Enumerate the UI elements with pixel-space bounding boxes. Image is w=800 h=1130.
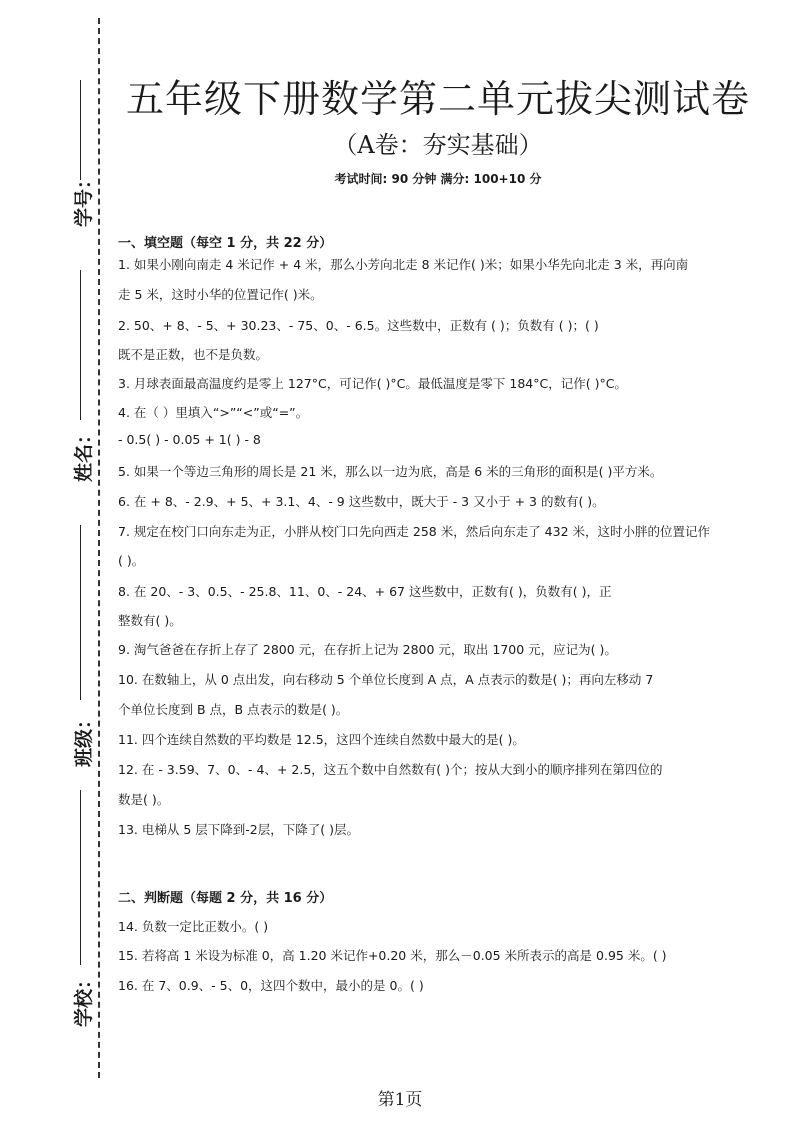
question-line: 数是( )。 xyxy=(118,792,170,807)
question-line: 7. 规定在校门口向东走为正，小胖从校门口先向西走 258 米，然后向东走了 432 米，这时小胖的位置记作 xyxy=(118,524,711,539)
question-line: 14. 负数一定比正数小。( ) xyxy=(118,919,269,934)
question-line: 8. 在 20、- 3、0.5、- 25.8、11、0、- 24、+ 67 这些数中，正数有( )，负数有( )，正 xyxy=(118,584,612,599)
question-line: ( )。 xyxy=(118,553,145,568)
question-line: 3. 月球表面最高温度约是零上 127°C，可记作( )°C。最低温度是零下 184°C，记作( )°C。 xyxy=(118,376,627,391)
name-label: 姓名： xyxy=(73,424,96,483)
question-line: 4. 在（ ）里填入“>”“<”或“=”。 xyxy=(118,405,309,420)
question-line: 6. 在 + 8、- 2.9、+ 5、+ 3.1、4、- 9 这些数中，既大于 - 3 又小于 + 3 的数有( )。 xyxy=(118,494,605,509)
question-line: 13. 电梯从 5 层下降到-2层，下降了( )层。 xyxy=(118,822,359,837)
page-title: 五年级下册数学第二单元拔尖测试卷 xyxy=(125,77,750,121)
question-line: 走 5 米，这时小华的位置记作( )米。 xyxy=(118,287,323,302)
question-line: - 0.5( ) - 0.05 + 1( ) - 8 xyxy=(118,432,261,447)
question-line: 个单位长度到 B 点，B 点表示的数是( )。 xyxy=(118,702,349,717)
student-id-line xyxy=(80,80,81,180)
class-line xyxy=(80,525,81,700)
name-line xyxy=(80,270,81,420)
page-number: 第1页 xyxy=(377,1090,423,1110)
section-fill-blank-title: 一、填空题（每空 1 分，共 22 分） xyxy=(118,236,333,251)
exam-info: 考试时间: 90 分钟 满分: 100+10 分 xyxy=(334,172,542,186)
class-label: 班级： xyxy=(73,709,96,768)
school-label: 学校： xyxy=(73,969,96,1028)
question-line: 10. 在数轴上，从 0 点出发，向右移动 5 个单位长度到 A 点，A 点表示的数是( )；再向左移动 7 xyxy=(118,672,654,687)
student-id-label: 学号： xyxy=(73,169,96,228)
school-line xyxy=(80,790,81,965)
question-line: 整数有( )。 xyxy=(118,613,182,628)
question-line: 12. 在 - 3.59、7、0、- 4、+ 2.5，这五个数中自然数有( )个；按从大到小的顺序排列在第四位的 xyxy=(118,762,663,777)
question-line: 2. 50、+ 8、- 5、+ 30.23、- 75、0、- 6.5。这些数中，正数有 ( )；负数有 ( )；( ) xyxy=(118,318,599,333)
question-line: 16. 在 7、0.9、- 5、0，这四个数中，最小的是 0。( ) xyxy=(118,978,424,993)
page-subtitle: （A卷：夯实基础） xyxy=(333,131,543,159)
question-line: 15. 若将高 1 米设为标准 0，高 1.20 米记作+0.20 米，那么－0.05 米所表示的高是 0.95 米。( ) xyxy=(118,948,667,963)
question-line: 既不是正数，也不是负数。 xyxy=(118,347,269,362)
question-line: 9. 淘气爸爸在存折上存了 2800 元，在存折上记为 2800 元，取出 1700 元，应记为( )。 xyxy=(118,642,617,657)
question-line: 1. 如果小刚向南走 4 米记作 + 4 米，那么小芳向北走 8 米记作( )米；如果小华先向北走 3 米，再向南 xyxy=(118,257,689,272)
question-line: 5. 如果一个等边三角形的周长是 21 米，那么以一边为底，高是 6 米的三角形的面积是( )平方米。 xyxy=(118,464,663,479)
section-judgment-title: 二、判断题（每题 2 分，共 16 分） xyxy=(118,891,333,906)
question-line: 11. 四个连续自然数的平均数是 12.5，这四个连续自然数中最大的是( )。 xyxy=(118,732,525,747)
cut-line xyxy=(98,18,100,1078)
binding-margin xyxy=(0,0,110,1130)
